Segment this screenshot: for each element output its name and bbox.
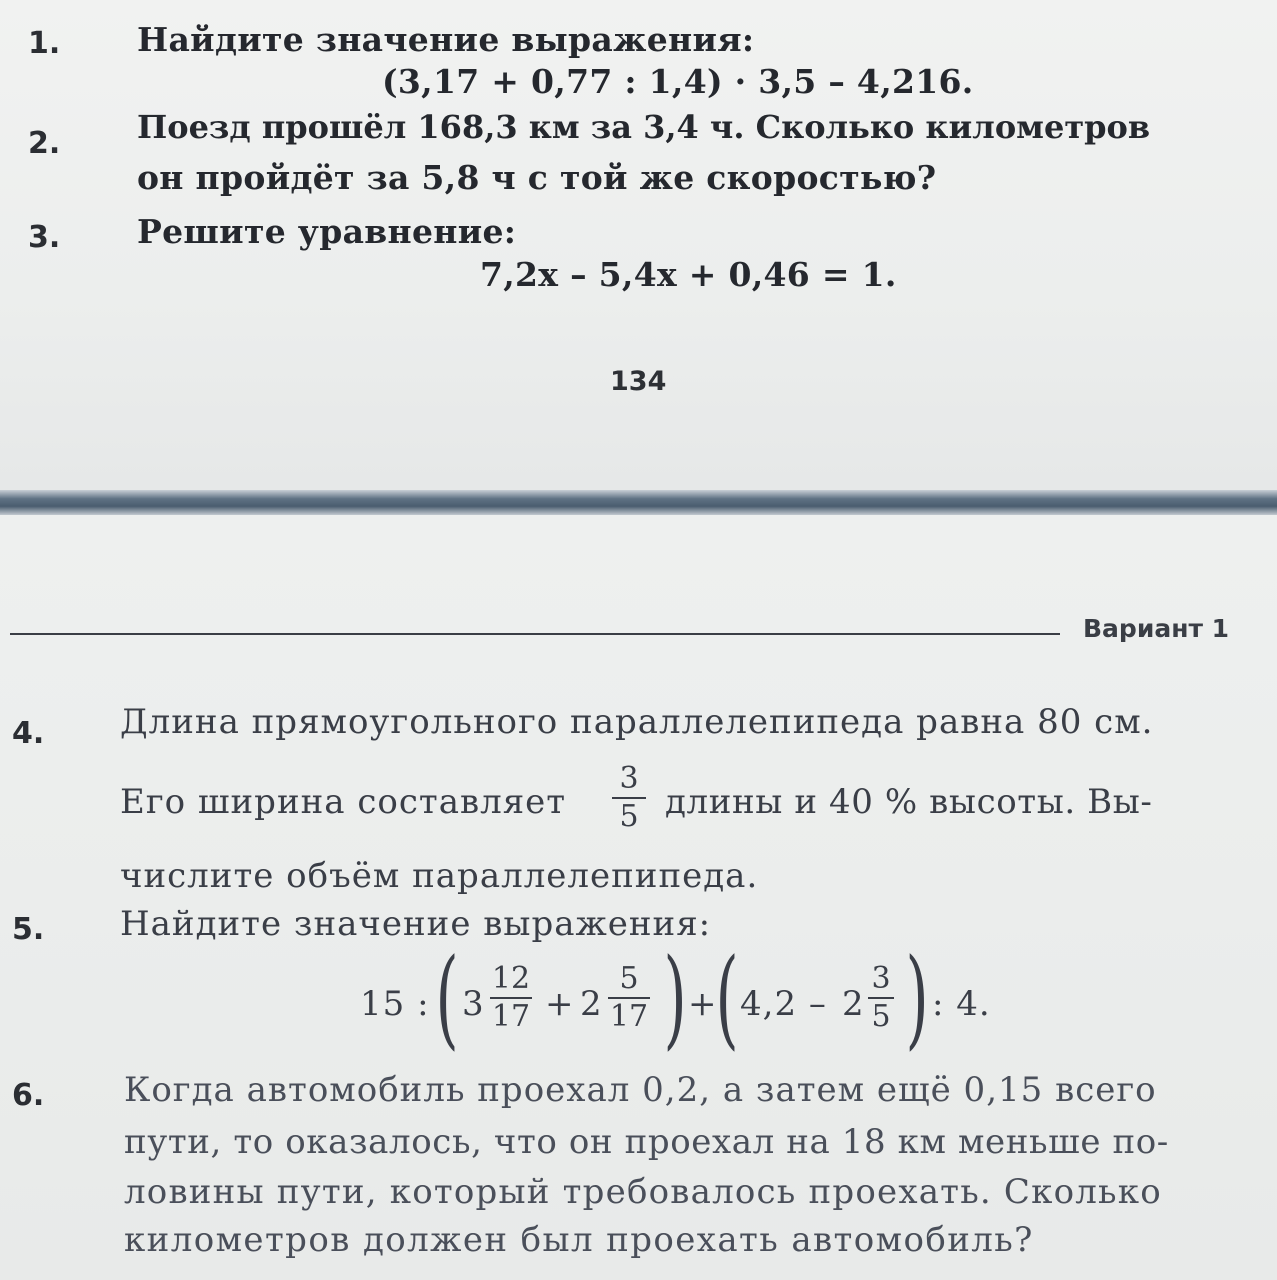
expr-fraction-2 [608, 961, 650, 1034]
expr-close-paren-1: ) [663, 936, 687, 1061]
task-6-number: 6. [12, 1078, 45, 1113]
task-4-line-2-start: Его ширина составляет [120, 782, 567, 822]
task-1-title: Найдите значение выражения: [137, 20, 755, 59]
expr-lead: 15 : [360, 984, 430, 1024]
task-3-title: Решите уравнение: [137, 212, 517, 251]
task-6-line-3: ловины пути, который требовалось проехать. Сколько [124, 1172, 1162, 1212]
task-2-line-1: Поезд прошёл 168,3 км за 3,4 ч. Сколько километров [137, 108, 1151, 146]
fraction-numerator: 5 [619, 961, 639, 996]
task-4-line-2-end: длины и 40 % высоты. Вы- [665, 782, 1153, 822]
page-gap [0, 490, 1277, 515]
task-4-line-3: числите объём параллелепипеда. [120, 856, 759, 896]
fraction-denominator: 17 [609, 999, 649, 1034]
expr-plus-2: + [688, 984, 718, 1024]
fraction-denominator: 17 [491, 999, 531, 1034]
task-2-line-2: он пройдёт за 5,8 ч с той же скоростью? [137, 158, 937, 197]
fraction-numerator: 12 [491, 961, 531, 996]
task-6-line-1: Когда автомобиль проехал 0,2, а затем ещё 0,15 всего [124, 1070, 1157, 1110]
task-4-number: 4. [12, 716, 45, 751]
task-5-title: Найдите значение выражения: [120, 904, 712, 944]
expr-open-paren-2: ( [715, 936, 739, 1061]
expr-whole-1: 3 [462, 984, 485, 1024]
task-2-number: 2. [28, 126, 61, 161]
expr-term-3: 4,2 – [740, 984, 827, 1024]
fraction-denominator: 5 [871, 999, 891, 1034]
task-3-equation: 7,2x – 5,4x + 0,46 = 1. [480, 255, 897, 294]
expr-fraction-3 [868, 961, 894, 1034]
task-1-number: 1. [28, 26, 61, 61]
expr-fraction-1 [490, 961, 532, 1034]
expr-whole-3: 2 [842, 984, 865, 1024]
task-6-line-2: пути, то оказалось, что он проехал на 18 км меньше по- [124, 1122, 1169, 1162]
expr-plus-1: + [545, 984, 575, 1024]
task-1-expression: (3,17 + 0,77 : 1,4) · 3,5 – 4,216. [382, 62, 974, 101]
fraction-numerator: 3 [619, 761, 639, 796]
expr-close-paren-2: ) [905, 936, 929, 1061]
task-3-number: 3. [28, 220, 61, 255]
fraction-numerator: 3 [871, 961, 891, 996]
page-number: 134 [610, 366, 667, 397]
task-4-fraction [612, 761, 646, 834]
task-4-line-1: Длина прямоугольного параллелепипеда равна 80 см. [120, 702, 1154, 742]
expr-open-paren-1: ( [435, 936, 459, 1061]
task-6-line-4: километров должен был проехать автомобиль? [124, 1220, 1034, 1260]
variant-label: Вариант 1 [1083, 614, 1230, 643]
fraction-denominator: 5 [619, 799, 639, 834]
expr-tail: : 4. [932, 984, 991, 1024]
task-5-number: 5. [12, 912, 45, 947]
header-rule [10, 633, 1060, 635]
expr-whole-2: 2 [580, 984, 603, 1024]
